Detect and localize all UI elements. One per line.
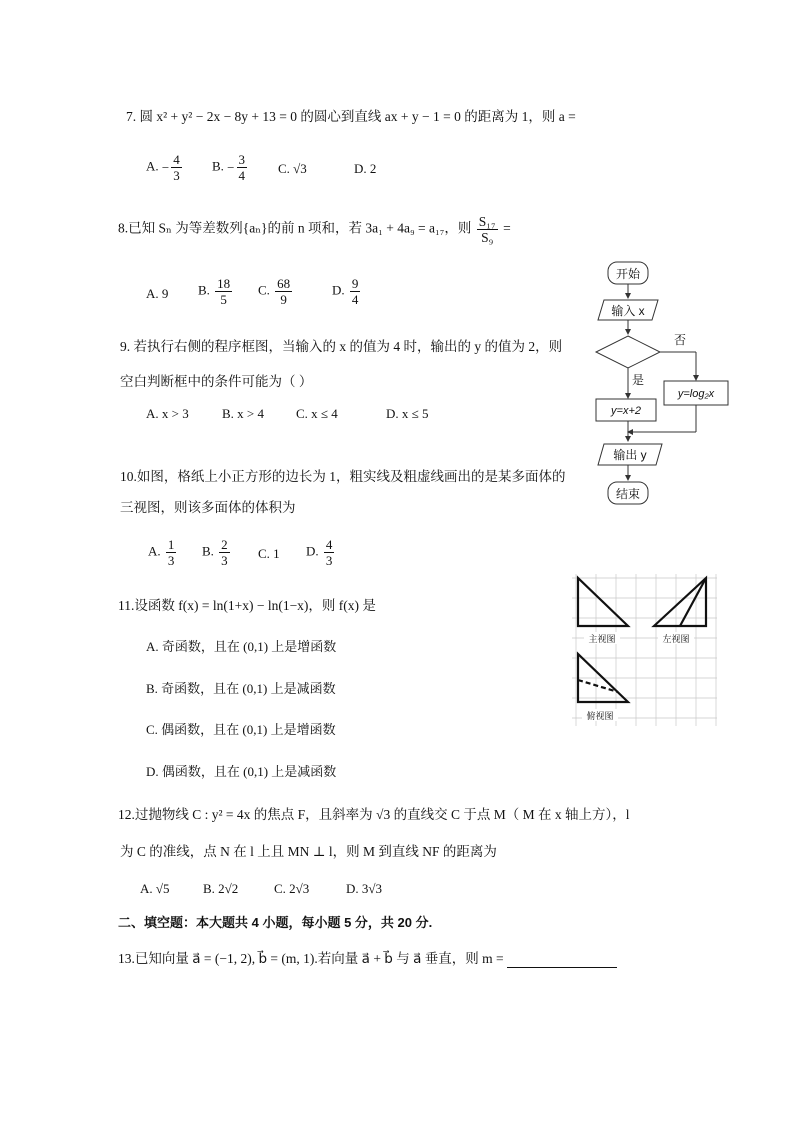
q11-option-b: B. 奇函数，且在 (0,1) 上是减函数: [146, 681, 336, 696]
q7-option-a: A. − $\frac{4}{3}$: [146, 152, 180, 183]
q7-option-c: C. √3: [278, 161, 307, 176]
q12-option-b: B. 2√2: [203, 881, 239, 896]
left-view-triangle: [654, 578, 706, 626]
q11-option-d: D. 偶函数，且在 (0,1) 上是减函数: [146, 764, 337, 779]
flow-start-label: 开始: [615, 267, 641, 281]
q7-stem: 7. 圆 x² + y² − 2x − 8y + 13 = 0 的圆心到直线 ax + y − 1 = 0 的距离为 1，则 a =: [126, 109, 576, 124]
flow-output-label: 输出 y: [613, 448, 647, 462]
q10-option-b: B. $\frac{2}{3}$: [202, 537, 228, 568]
q11-stem: 11.设函数 f(x) = ln(1+x) − ln(1−x)，则 f(x) 是: [118, 598, 376, 613]
q7-option-b: B. − $\frac{3}{4}$: [212, 152, 246, 183]
q11-option-c: C. 偶函数，且在 (0,1) 上是增函数: [146, 722, 336, 737]
flow-no-box-label: y=log₂x: [677, 388, 715, 400]
q12-option-a: A. √5: [140, 881, 170, 896]
q9-option-a: A. x > 3: [146, 406, 189, 421]
q10-line2: 三视图，则该多面体的体积为: [120, 500, 296, 515]
flowchart-diagram: [590, 258, 740, 508]
q9-option-b: B. x > 4: [222, 406, 265, 421]
q12-line2: 为 C 的准线，点 N 在 l 上且 MN ⊥ l，则 M 到直线 NF 的距离为: [120, 844, 497, 859]
front-view-triangle: [578, 578, 628, 626]
section-2-title: 二、填空题：本大题共 4 小题，每小题 5 分，共 20 分.: [118, 915, 433, 930]
q13-answer-blank[interactable]: [507, 953, 617, 968]
q9-line1: 9. 若执行右侧的程序框图，当输入的 x 的值为 4 时，输出的 y 的值为 2，则: [120, 339, 563, 354]
q10-line1: 10.如图，格纸上小正方形的边长为 1，粗实线及粗虚线画出的是某多面体的: [120, 469, 566, 484]
q8-option-a: A. 9: [146, 286, 169, 301]
q9-option-c: C. x ≤ 4: [296, 406, 338, 421]
q10-option-a: A. $\frac{1}{3}$: [148, 537, 175, 568]
flow-input-label: 输入 x: [611, 304, 645, 318]
q10-option-d: D. $\frac{4}{3}$: [306, 537, 333, 568]
flow-no-label: 否: [673, 333, 687, 347]
top-view-label: 俯视图: [586, 711, 614, 721]
q12-option-c: C. 2√3: [274, 881, 310, 896]
q9-option-d: D. x ≤ 5: [386, 406, 429, 421]
q10-option-c: C. 1: [258, 546, 280, 561]
front-view-label: 主视图: [588, 634, 616, 644]
q7-option-d: D. 2: [354, 161, 377, 176]
flow-yes-box-label: y=x+2: [611, 405, 641, 417]
left-view-label: 左视图: [662, 634, 690, 644]
q13-stem: 13.已知向量 a⃗ = (−1, 2), b⃗ = (m, 1).若向量 a⃗ + b⃗ 与 a⃗ 垂直，则 m =: [118, 950, 617, 968]
q12-line1: 12.过抛物线 C : y² = 4x 的焦点 F，且斜率为 √3 的直线交 C 于点 M（ M 在 x 轴上方），l: [118, 807, 630, 822]
q11-option-a: A. 奇函数，且在 (0,1) 上是增函数: [146, 639, 337, 654]
q9-line2: 空白判断框中的条件可能为（ ）: [120, 374, 313, 389]
q8-option-b: B. $\frac{18}{5}$: [198, 276, 231, 307]
left-view-edge: [680, 578, 706, 626]
flow-end-label: 结束: [615, 487, 641, 501]
q12-option-d: D. 3√3: [346, 881, 383, 896]
q8-option-c: C. $\frac{68}{9}$: [258, 276, 291, 307]
flow-yes-label: 是: [631, 373, 645, 387]
decision-diamond: [596, 336, 660, 368]
three-views-figure: [572, 574, 717, 726]
q8-option-d: D. $\frac{9}{4}$: [332, 276, 359, 307]
q8-stem: 8.已知 Sₙ 为等差数列{aₙ}的前 n 项和，若 3a₁ + 4a₉ = a₁₇，则 $\frac{\text{S₁₇}}{\text{S₉}}$ =: [118, 214, 511, 245]
